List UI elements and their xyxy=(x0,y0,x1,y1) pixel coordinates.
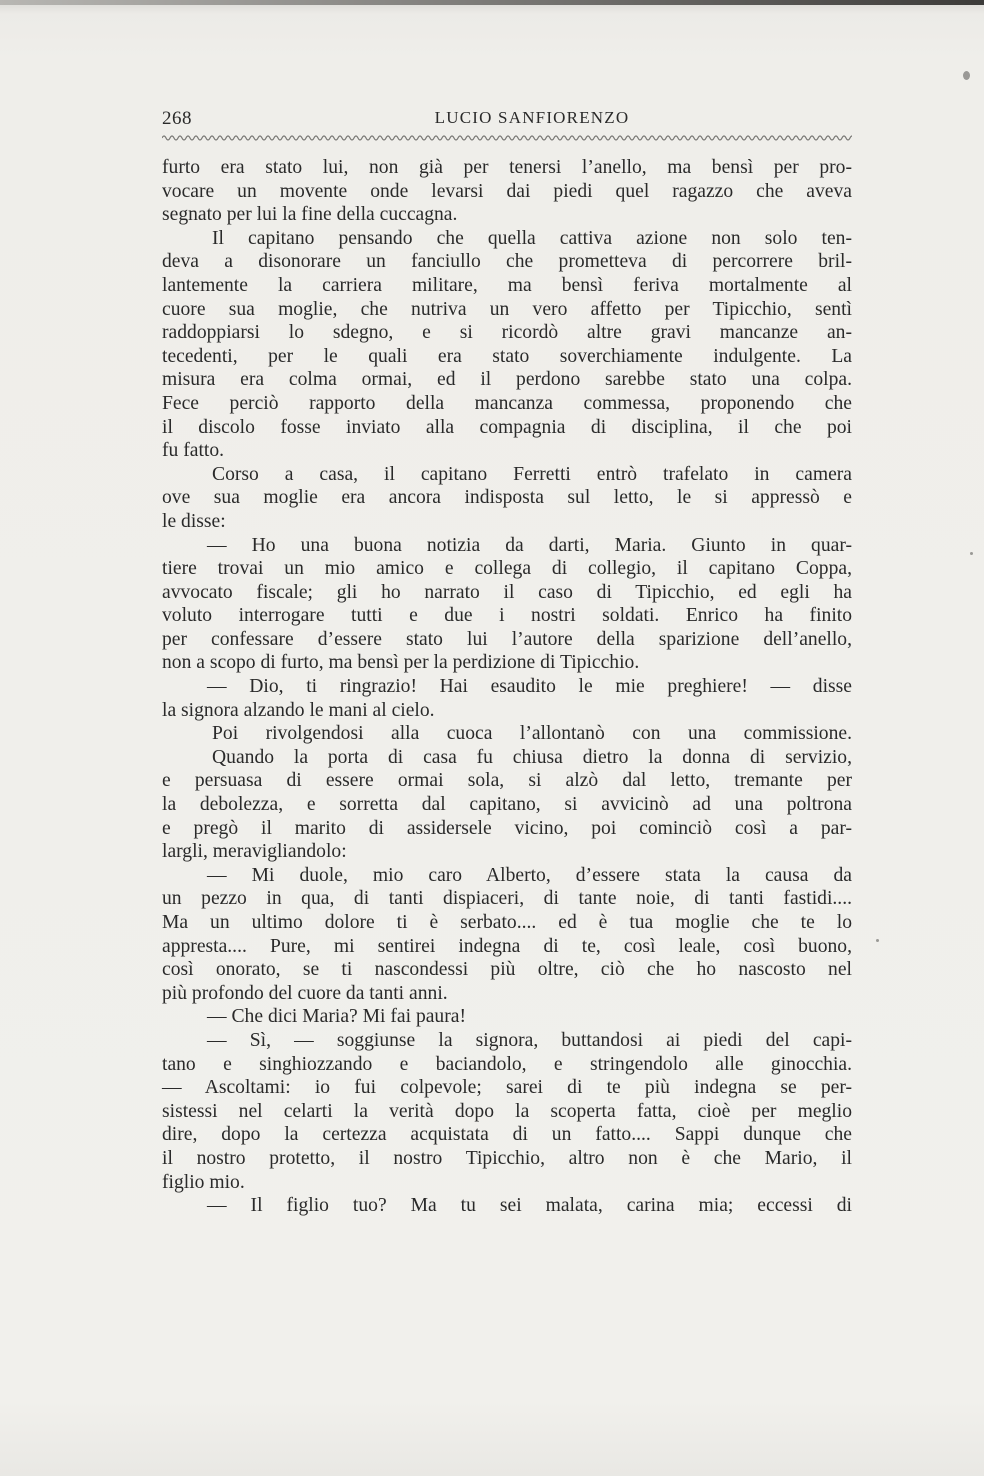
text-line: — Mi duole, mio caro Alberto, d’essere stata la causa da xyxy=(207,864,852,886)
wavy-header-rule xyxy=(162,131,852,145)
text-line: Il capitano pensando che quella cattiva azione non solo ten- xyxy=(212,227,852,249)
running-title: LUCIO SANFIORENZO xyxy=(434,108,630,127)
text-line: e persuasa di essere ormai sola, si alzò dal letto, tremante per xyxy=(162,770,852,792)
text-line: le disse: xyxy=(162,510,226,532)
text-line: largli, meravigliandolo: xyxy=(162,841,347,863)
text-line: — Il figlio tuo? Ma tu sei malata, carina mia; eccessi di xyxy=(207,1195,852,1217)
text-line: — Ho una buona notizia da darti, Maria. Giunto in quar- xyxy=(207,534,852,556)
text-line: tano e singhiozzando e baciandolo, e stringendolo alle ginocchia. xyxy=(162,1053,852,1075)
text-line: avvocato fiscale; gli ho narrato il caso di Tipicchio, ed egli ha xyxy=(162,581,852,603)
text-line: fu fatto. xyxy=(162,440,225,462)
text-line: tiere trovai un mio amico e collega di collegio, il capitano Coppa, xyxy=(162,558,852,580)
text-line: non a scopo di furto, ma bensì per la perdizione di Tipicchio. xyxy=(162,652,640,674)
text-line: vocare un movente onde levarsi dai piedi quel ragazzo che aveva xyxy=(162,180,852,202)
text-line: e pregò il marito di assidersele vicino, poi cominciò così a par- xyxy=(162,817,852,839)
text-line: Corso a casa, il capitano Ferretti entrò trafelato in camera xyxy=(212,463,852,485)
text-line: figlio mio. xyxy=(162,1171,245,1193)
text-line: la debolezza, e sorretta dal capitano, si avvicinò ad una poltrona xyxy=(162,794,852,816)
text-line: appresta.... Pure, mi sentirei indegna di te, così leale, così buono, xyxy=(162,935,852,957)
text-line: tecedenti, per le quali era stato soverchiamente indulgente. La xyxy=(162,345,852,367)
text-line: — Dio, ti ringrazio! Hai esaudito le mie preghiere! — disse xyxy=(207,676,852,698)
body-text xyxy=(162,156,852,1218)
text-line: il discolo fosse inviato alla compagnia di disciplina, il che poi xyxy=(162,416,852,438)
text-line: dire, dopo la certezza acquistata di un fatto.... Sappi dunque che xyxy=(162,1124,852,1146)
text-line: più profondo del cuore da tanti anni. xyxy=(162,982,448,1004)
text-line: ove sua moglie era ancora indisposta sul letto, le si appressò e xyxy=(162,487,852,509)
text-line: il nostro protetto, il nostro Tipicchio, altro non è che Mario, il xyxy=(162,1147,852,1169)
text-line: deva a disonorare un fanciullo che prometteva di percorrere bril- xyxy=(162,251,852,273)
scan-speck xyxy=(876,939,879,942)
text-line: Quando la porta di casa fu chiusa dietro la donna di servizio, xyxy=(212,746,852,768)
text-line: — Ascoltami: io fui colpevole; sarei di te più indegna se per- xyxy=(162,1077,852,1099)
scan-speck xyxy=(970,552,973,555)
text-line: furto era stato lui, non già per tenersi l’anello, ma bensì per pro- xyxy=(162,157,852,178)
text-line: raddoppiarsi lo sdegno, e si ricordò altre gravi mancanze an- xyxy=(162,322,852,344)
text-line: segnato per lui la fine della cuccagna. xyxy=(162,204,458,226)
text-line: — Sì, — soggiunse la signora, buttandosi ai piedi del capi- xyxy=(207,1029,852,1051)
text-line: un pezzo in qua, di tanti dispiaceri, di tante noie, di tanti fastidi.... xyxy=(162,888,852,910)
scan-speck xyxy=(963,71,970,80)
text-line: sistessi nel celarti la verità dopo la scoperta fatta, cioè per meglio xyxy=(162,1100,852,1122)
text-line: voluto interrogare tutti e due i nostri soldati. Enrico ha finito xyxy=(162,605,852,627)
text-line: lantemente la carriera militare, ma bensì feriva mortalmente al xyxy=(162,274,852,296)
text-line: misura era colma ormai, ed il perdono sarebbe stato una colpa. xyxy=(162,369,852,391)
scan-top-edge xyxy=(0,0,984,5)
text-line: così onorato, se ti nascondessi più oltre, ciò che ho nascosto nel xyxy=(162,959,852,981)
text-line: Poi rivolgendosi alla cuoca l’allontanò con una commissione. xyxy=(212,723,852,745)
text-line: per confessare d’essere stato lui l’autore della sparizione dell’anello, xyxy=(162,628,852,650)
text-line: Ma un ultimo dolore ti è serbato.... ed è tua moglie che te lo xyxy=(162,912,852,933)
text-line: cuore sua moglie, che nutriva un vero affetto per Tipicchio, sentì xyxy=(162,298,852,320)
page-number: 268 xyxy=(162,108,192,129)
text-line: Fece perciò rapporto della mancanza commessa, proponendo che xyxy=(162,392,852,414)
text-line: la signora alzando le mani al cielo. xyxy=(162,699,435,721)
text-line: — Che dici Maria? Mi fai paura! xyxy=(207,1006,466,1028)
